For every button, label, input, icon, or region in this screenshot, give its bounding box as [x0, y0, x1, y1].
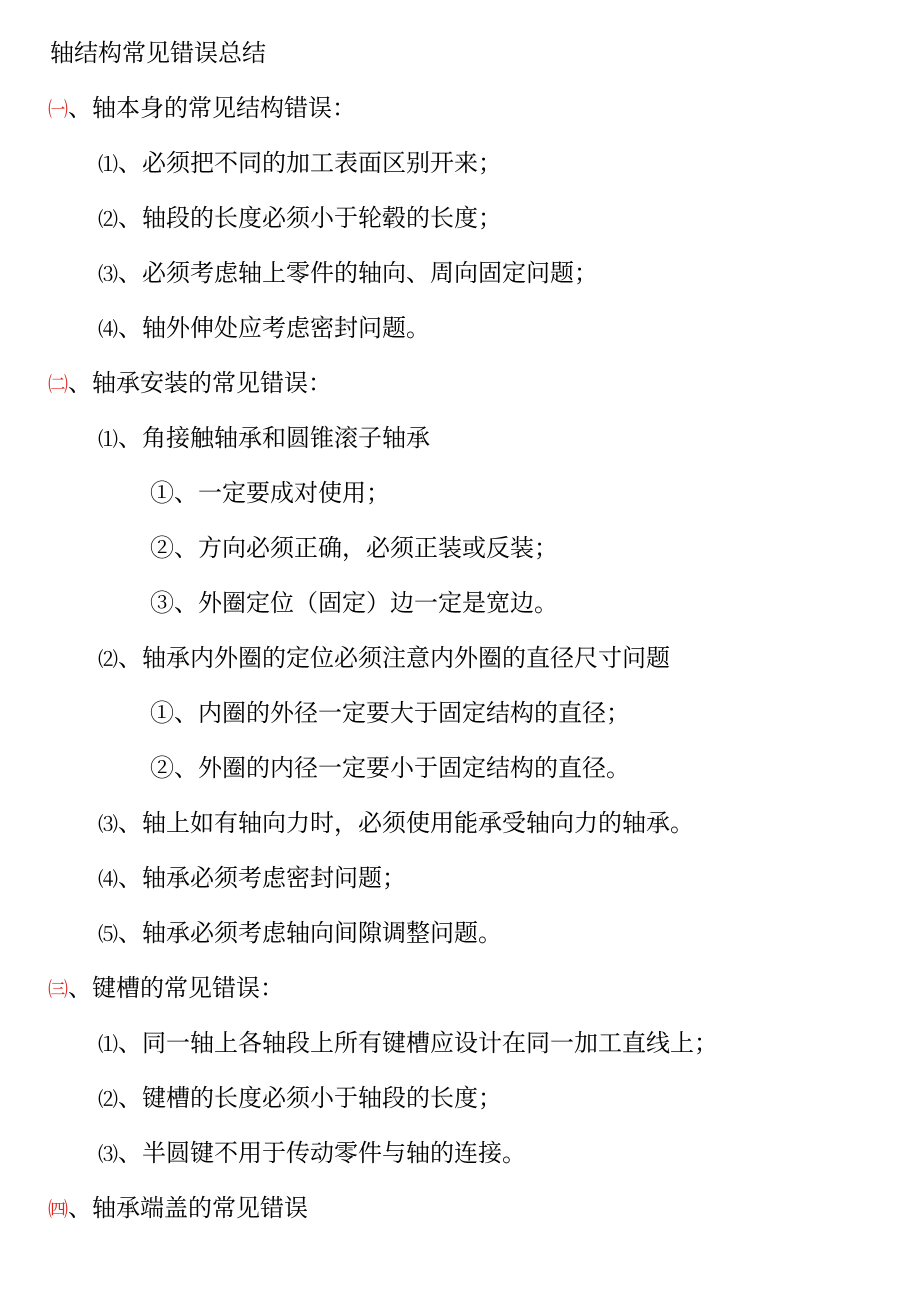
item-text: 、必须把不同的加工表面区别开来；	[118, 149, 502, 177]
item-text: 、轴承必须考虑密封问题；	[118, 864, 406, 892]
document-title: 轴结构常见错误总结	[50, 39, 266, 67]
item-text: 、键槽的长度必须小于轴段的长度；	[118, 1084, 502, 1112]
list-item	[98, 1138, 526, 1169]
section-heading-3	[48, 973, 284, 1004]
section-heading-2	[48, 368, 332, 399]
item-text: 、必须考虑轴上零件的轴向、周向固定问题；	[118, 259, 598, 287]
list-item	[98, 423, 430, 454]
item-text: 、角接触轴承和圆锥滚子轴承	[118, 424, 430, 452]
list-item	[98, 863, 406, 894]
section-marker-4: ㈣	[48, 1197, 68, 1221]
section-heading-text-1: 、轴本身的常见结构错误：	[68, 94, 356, 122]
item-marker: ⑸	[98, 922, 118, 946]
list-item	[98, 203, 502, 234]
list-item	[98, 258, 598, 289]
item-marker: ⑵	[98, 647, 118, 671]
item-marker: ⑶	[98, 1142, 118, 1166]
list-item	[98, 643, 670, 674]
section-heading-4	[48, 1193, 308, 1224]
sub-list-item: ①、一定要成对使用；	[150, 479, 390, 507]
section-marker-2: ㈡	[48, 372, 68, 396]
sub-list-item: ②、外圈的内径一定要小于固定结构的直径。	[150, 754, 630, 782]
section-heading-1	[48, 93, 356, 124]
list-item	[98, 918, 502, 949]
item-marker: ⑴	[98, 427, 118, 451]
section-heading-text-2: 、轴承安装的常见错误：	[68, 369, 332, 397]
sub-list-item: ③、外圈定位（固定）边一定是宽边。	[150, 589, 558, 617]
item-marker: ⑷	[98, 867, 118, 891]
sub-list-item: ①、内圈的外径一定要大于固定结构的直径；	[150, 699, 630, 727]
item-text: 、半圆键不用于传动零件与轴的连接。	[118, 1139, 526, 1167]
item-marker: ⑶	[98, 262, 118, 286]
item-text: 、轴承内外圈的定位必须注意内外圈的直径尺寸问题	[118, 644, 670, 672]
section-heading-text-4: 、轴承端盖的常见错误	[68, 1194, 308, 1222]
section-heading-text-3: 、键槽的常见错误：	[68, 974, 284, 1002]
item-text: 、轴承必须考虑轴向间隙调整问题。	[118, 919, 502, 947]
list-item	[98, 808, 694, 839]
item-marker: ⑴	[98, 152, 118, 176]
item-text: 、轴外伸处应考虑密封问题。	[118, 314, 430, 342]
list-item	[98, 1083, 502, 1114]
item-text: 、轴段的长度必须小于轮毂的长度；	[118, 204, 502, 232]
section-marker-3: ㈢	[48, 977, 68, 1001]
list-item	[98, 313, 430, 344]
item-text: 、轴上如有轴向力时，必须使用能承受轴向力的轴承。	[118, 809, 694, 837]
section-marker-1: ㈠	[48, 97, 68, 121]
item-marker: ⑷	[98, 317, 118, 341]
item-marker: ⑴	[98, 1032, 118, 1056]
item-marker: ⑵	[98, 1087, 118, 1111]
list-item	[98, 1028, 718, 1059]
item-marker: ⑵	[98, 207, 118, 231]
list-item	[98, 148, 502, 179]
item-text: 、同一轴上各轴段上所有键槽应设计在同一加工直线上；	[118, 1029, 718, 1057]
sub-list-item: ②、方向必须正确，必须正装或反装；	[150, 534, 558, 562]
item-marker: ⑶	[98, 812, 118, 836]
